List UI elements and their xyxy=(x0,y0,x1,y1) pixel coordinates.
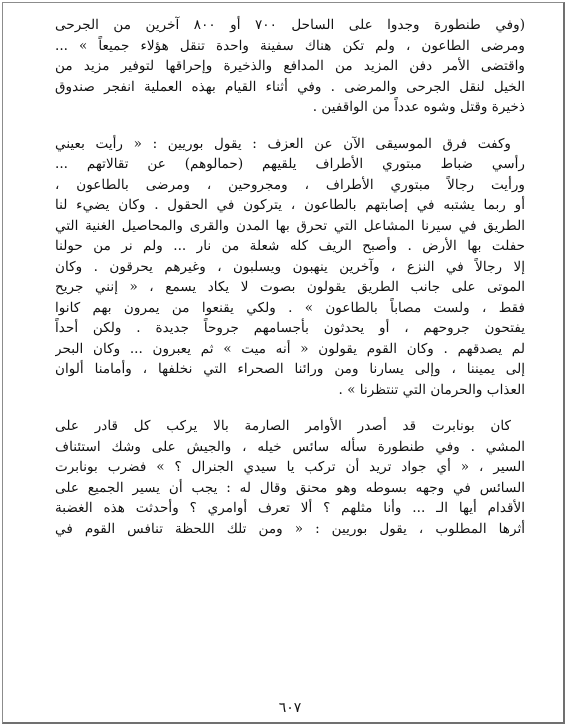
text-line: وكفت فرق الموسيقى الآن عن العزف : يقول بوريين : « رأيت بعيني xyxy=(55,135,511,152)
text-line: ومرضى الطاعون ، ولم تكن هناك سفينة واحدة تنقل هؤلاء جميعاً » ... xyxy=(55,37,525,54)
text-line: الطريق في سيرنا المشاعل التي تحرق بها المدن والقرى والمحاصيل الغنية التي xyxy=(55,217,525,234)
page-number: ٦٠٧ xyxy=(278,700,302,716)
paragraph-gap xyxy=(55,400,525,416)
text-line: لم يصدقهم . وكان القوم يقولون « أنه ميت » ثم يعبرون ... وكان البحر xyxy=(55,340,525,357)
text-line: المشي . وفي طنطورة سأله سائس خيله ، والجيش على وشك استئناف xyxy=(55,438,525,455)
text-line: ذخيرة وقتل وشوه عدداً من الواقفين . xyxy=(312,99,525,115)
text-line: أثرها المطلوب ، يقول بوريين : « ومن تلك اللحظة تنافس القوم في xyxy=(55,520,525,537)
text-line: الأقدام أيها الـ ... وأنا مثلهم ؟ ألا تعرف أوامري ؟ وأحدثت هذه الغضبة xyxy=(55,500,525,516)
text-line: (وفي طنطورة وجدوا على الساحل ٧٠٠ أو ٨٠٠ آخرين من الجرحى xyxy=(55,17,525,33)
page-frame xyxy=(2,2,565,724)
text-line: يفتحون جروحهم ، أو يحدثون بأجسامهم جروحاً جديدة . ولكن أحداً xyxy=(55,320,525,336)
paragraph-1 xyxy=(55,15,525,118)
text-line: فقط ، ولست مصاباً بالطاعون » . ولكي يقنعوا من يمرون بهم كانوا xyxy=(55,299,525,316)
text-line: السير ، « أي جواد تريد أن تركب يا سيدي الجنرال ؟ » فضرب بونابرت xyxy=(55,459,525,475)
paragraph-3 xyxy=(55,416,525,539)
text-line: العذاب والحرمان التي تنتظرنا » . xyxy=(338,381,525,398)
text-line: السائس في وجهه بسوطه وهو محنق وقال له : يجب أن يسير الجميع على xyxy=(55,479,525,496)
text-line: إلى يميننا ، وإلى يسارنا ومن ورائنا الصحراء التي نخلفها ، وأمامنا ألوان xyxy=(55,361,525,377)
text-line: إلا رجالاً في النزع ، وآخرين ينهبون ويسلبون ، وغيرهم يحرقون . وكان xyxy=(55,258,525,275)
text-line: حفلت بها الأرض . وأصبح الريف كله شعلة من نار ... ولم نر من حولنا xyxy=(55,238,525,254)
text-line: الخيل لنقل الجرحى والمرضى . وفي أثناء القيام بهذه العملية انفجر صندوق xyxy=(55,78,525,95)
paragraph-2 xyxy=(55,134,525,401)
text-line: الموتى على جانب الطريق يقولون بصوت لا يكاد يسمع ، « إنني جريح xyxy=(55,279,525,295)
text-line: أو ربما يشتبه في إصابتهم بالطاعون ، يتركون في الحقول . وكان يضيء لنا xyxy=(55,197,525,213)
text-line: رأسي ضباط مبتوري الأطراف يلقيهم (حمالوهم) عن تقالاتهم ... xyxy=(55,156,525,172)
text-line: كان بونابرت قد أصدر الأوامر الصارمة بالا يركب كل قادر على xyxy=(55,418,511,434)
book-page xyxy=(55,15,525,715)
text-line: ورأيت رجالاً مبتوري الأطراف ، ومجروحين ، ومرضى بالطاعون ، xyxy=(55,176,525,193)
text-line: واقتضى الأمر دفن المزيد من المدافع والذخيرة وإحراقها لتوفير مزيد من xyxy=(55,58,525,74)
paragraph-gap xyxy=(55,118,525,134)
